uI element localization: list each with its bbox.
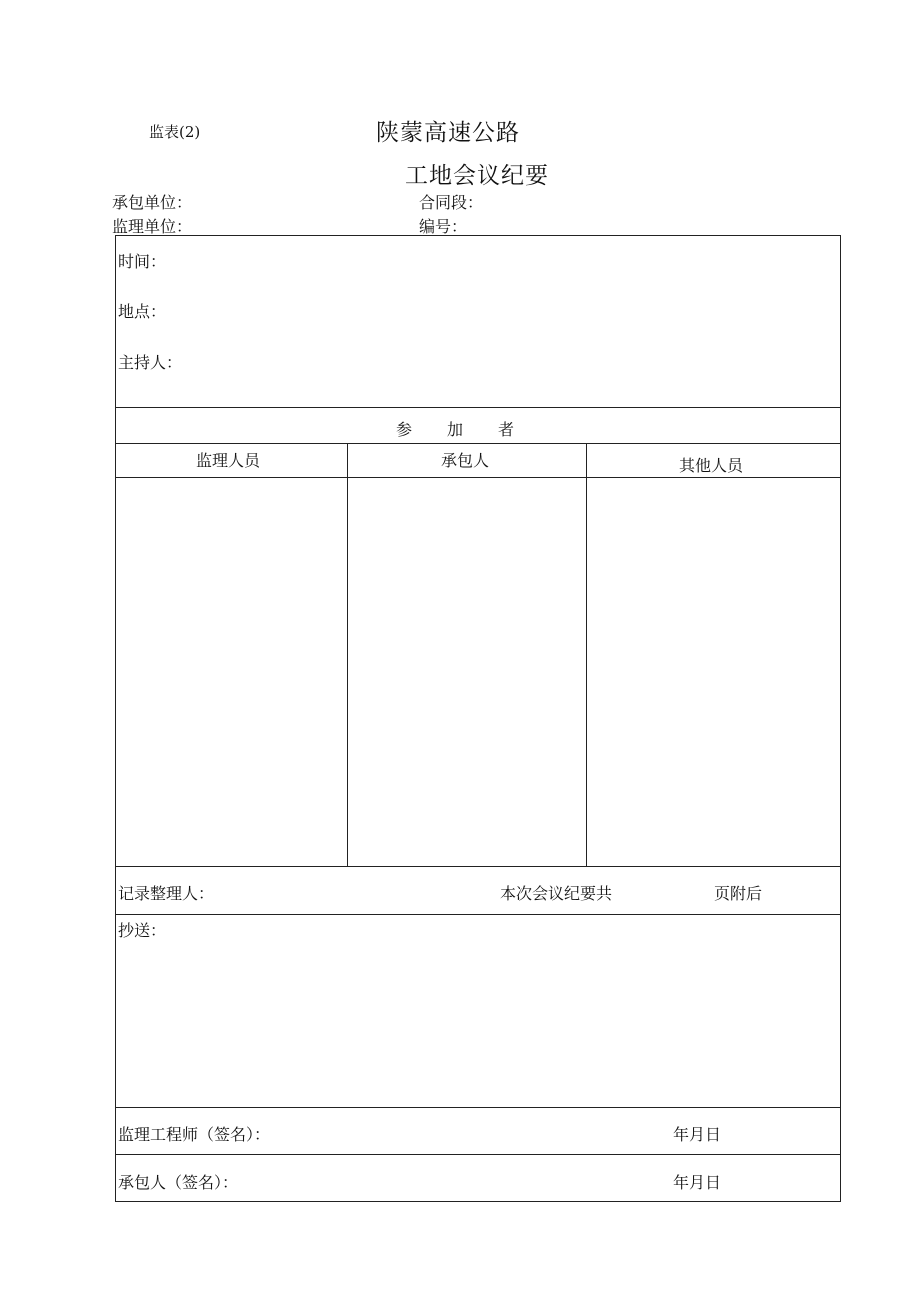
contractor-label: 承包单位： [112,193,193,212]
pages-count-text: 本次会议纪要共 [500,884,613,903]
contract-section-label: 合同段： [419,193,484,212]
serial-number-label: 编号： [419,217,468,236]
form-code: 监表(2) [149,123,201,141]
others-entry-area[interactable] [587,478,840,866]
contractor-entry-area[interactable] [348,478,586,866]
divider [116,914,840,915]
supervisor-label: 监理单位： [112,217,193,236]
column-header-others: 其他人员 [679,456,744,475]
column-header-supervisors: 监理人员 [196,451,261,470]
meeting-form-table [115,235,841,1202]
divider [116,407,840,408]
engineer-signature-label: 监理工程师（签名）： [118,1125,271,1144]
document-subtitle: 工地会议纪要 [405,163,549,189]
time-label: 时间： [118,252,167,271]
supervisors-entry-area[interactable] [116,478,347,866]
document-title: 陕蒙高速公路 [376,120,520,146]
cc-label: 抄送： [118,921,167,940]
divider [116,443,840,444]
column-header-contractor: 承包人 [441,451,490,470]
contractor-signature-label: 承包人（签名）： [118,1173,239,1192]
divider [116,1107,840,1108]
engineer-date-label: 年月日 [673,1125,722,1144]
place-label: 地点： [118,302,167,321]
host-label: 主持人： [118,353,183,372]
divider [116,1154,840,1155]
attachment-text: 页附后 [714,884,763,903]
divider [116,866,840,867]
participants-heading: 参 加 者 [396,420,516,439]
contractor-date-label: 年月日 [673,1173,722,1192]
recorder-label: 记录整理人： [118,884,215,903]
